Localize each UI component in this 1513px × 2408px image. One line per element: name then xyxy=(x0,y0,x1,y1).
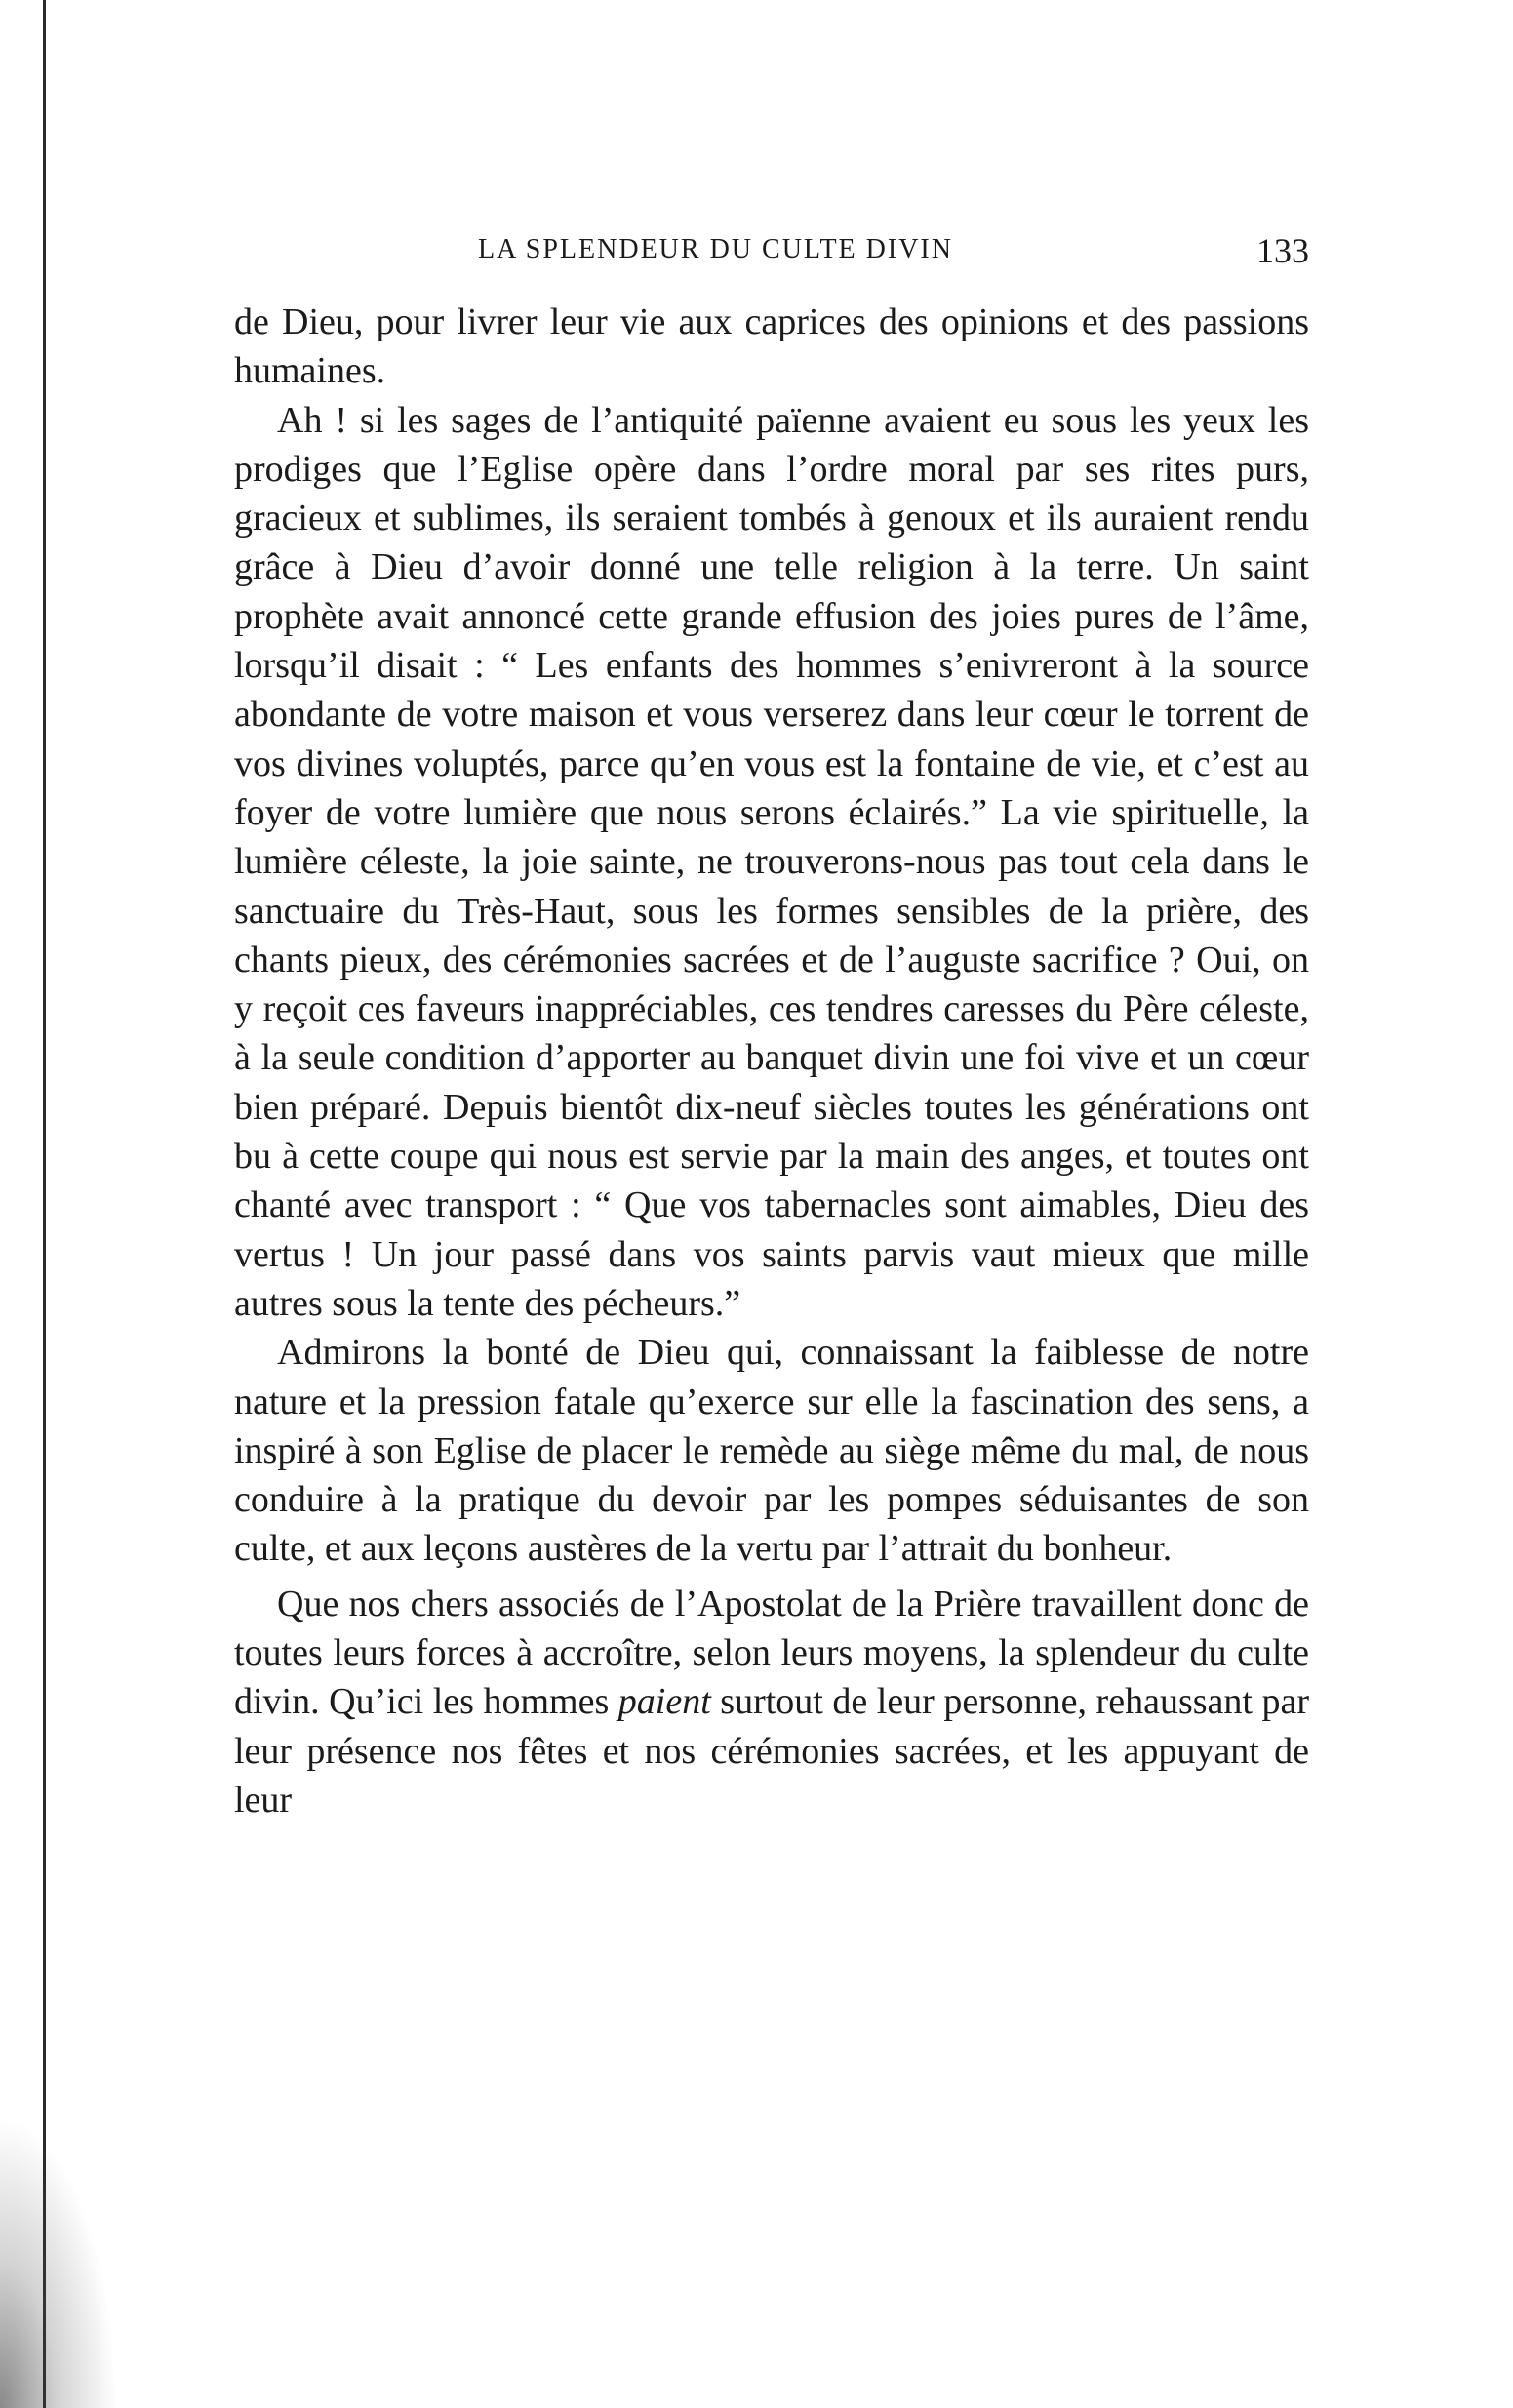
paragraph-3: Admirons la bonté de Dieu qui, connaissant la faiblesse de notre nature et la pression fatale qu’exerce sur elle la fascination des sens, a inspiré à son Eglise de placer le remède au siège même du mal, de nous conduire à la pratique du devoir par les pompes séduisantes de son culte, et aux leçons austères de la vertu par l’attrait du bonheur. xyxy=(234,1332,1309,1570)
paragraph-2: Ah ! si les sages de l’antiquité païenne avaient eu sous les yeux les prodiges que l’Eglise opère dans l’ordre moral par ses rites purs, gracieux et sublimes, ils seraient tombés à genoux et ils auraient rendu grâce à Dieu d’avoir donné une telle religion à la terre. Un saint prophète avait annoncé cette grande effusion des joies pures de l’âme, lorsqu’il disait : “ Les enfants des hommes s’enivreront à la source abondante de votre maison et vous verserez dans leur cœur le torrent de vos divines voluptés, parce qu’en vous est la fontaine de vie, et c’est au foyer de votre lumière que nous serons éclairés.” La vie spirituelle, la lumière céleste, la joie sainte, ne trouverons-nous pas tout cela dans le sanctuaire du Très-Haut, sous les formes sensibles de la prière, des chants pieux, des cérémonies sacrées et de l’auguste sacrifice ? Oui, on y reçoit ces faveurs inappréciables, ces tendres caresses du Père céleste, à la seule condition d’apporter au banquet divin une foi vive et un cœur bien préparé. Depuis bientôt dix-neuf siècles toutes les générations ont bu à cette coupe qui nous est servie par la main des anges, et toutes ont chanté avec transport : “ Que vos tabernacles sont aimables, Dieu des vertus ! Un jour passé dans vos saints parvis vaut mieux que mille autres sous la tente des pécheurs.” xyxy=(234,399,1309,1324)
running-title: LA SPLENDEUR DU CULTE DIVIN xyxy=(478,234,953,264)
body-text xyxy=(234,298,1309,1825)
paragraph-4-start: Que nos chers associés de l’Apostolat de la Prière travaillent donc de toutes leurs forces à accroître, selon leurs moyens, la splendeur du culte divin. Qu’ici les hommes xyxy=(234,1583,1309,1723)
page-header xyxy=(234,226,1317,285)
paragraph-4 xyxy=(234,1580,1309,1825)
page-number: 133 xyxy=(1256,231,1309,270)
page-binding-edge xyxy=(43,0,46,2408)
paragraph-1: de Dieu, pour livrer leur vie aux caprices des opinions et des passions humaines. xyxy=(234,301,1309,392)
page-corner-shadow xyxy=(0,2115,117,2408)
paragraph-4-end: surtout de leur personne, rehaussant par leur présence nos fêtes et nos cérémonies sacrées, et les appuyant de leur xyxy=(234,1681,1309,1821)
emphasized-word: paient xyxy=(617,1681,711,1723)
